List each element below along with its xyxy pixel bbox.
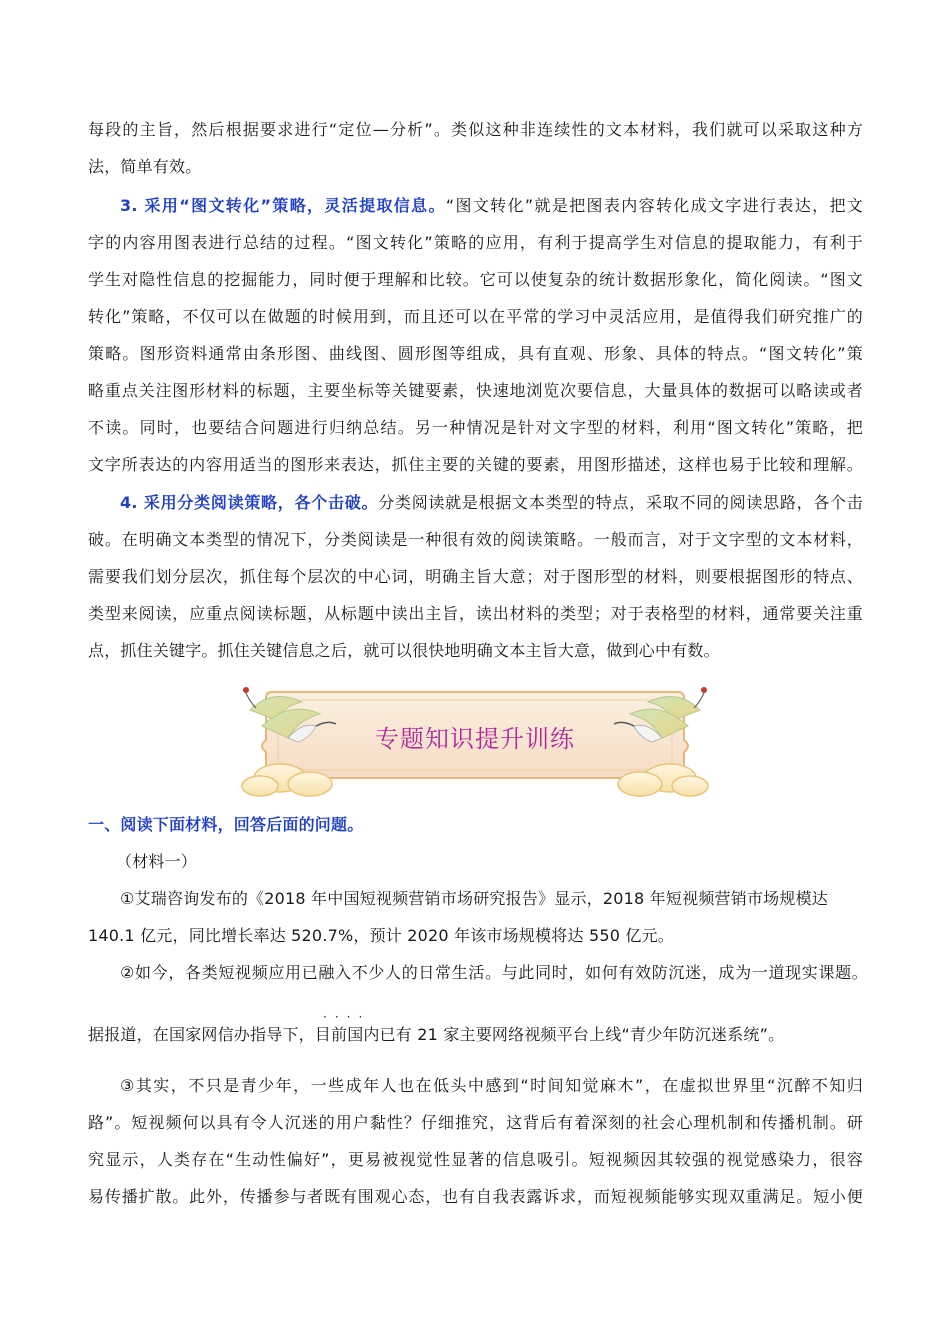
strategy-4-line (120, 493, 863, 513)
body-text-line: 不读。同时，也要结合问题进行归纳总结。另一种情况是针对文字型的材料，利用“图文转化”策略，把 (88, 418, 863, 437)
body-text-line: 策略。图形资料通常由条形图、曲线图、圆形图等组成，具有直观、形象、具体的特点。“图文转化”策 (88, 344, 863, 363)
body-text-line: 每段的主旨，然后根据要求进行“定位—分析”。类似这种非连续性的文本材料，我们就可以采取这种方 (88, 120, 863, 139)
body-text-line: 转化”策略，不仅可以在做题的时候用到，而且还可以在平常的学习中灵活应用，是值得我们研究推广的 (88, 307, 863, 326)
strategy-3-line (120, 196, 863, 216)
body-text-line: 需要我们划分层次，抓住每个层次的中心词，明确主旨大意；对于图形型的材料，则要根据图形的特点、 (88, 567, 863, 586)
material-text-line: 究显示，人类存在“生动性偏好”，更易被视觉性显著的信息吸引。短视频因其较强的视觉感染力，很容 (88, 1150, 863, 1169)
body-text-line: 破。在明确文本类型的情况下，分类阅读是一种很有效的阅读策略。一般而言，对于文字型的文本材料， (88, 530, 863, 549)
material-text-line: 140.1 亿元，同比增长率达 520.7%，预计 2020 年该市场规模将达 550 亿元。 (88, 926, 674, 945)
body-text-line: 类型来阅读，应重点阅读标题，从标题中读出主旨，读出材料的类型；对于表格型的材料，通常要关注重 (88, 604, 863, 623)
banner-title: 专题知识提升训练 (375, 725, 575, 753)
strategy-3-heading: 3. 采用“图文转化”策略，灵活提取信息。 (120, 196, 446, 215)
emphasis-dots: ···· (323, 1010, 371, 1024)
material-text-line: ②如今，各类短视频应用已融入不少人的日常生活。与此同时，如何有效防沉迷，成为一道现实课题。 (120, 963, 868, 982)
body-text-line: 略重点关注图形材料的标题，主要坐标等关键要素，快速地浏览次要信息，大量具体的数据可以略读或者 (88, 381, 863, 400)
section-banner (232, 680, 718, 800)
strategy-4-text: 分类阅读就是根据文本类型的特点，采取不同的阅读思路，各个击 (378, 493, 863, 512)
body-text-line: 点，抓住关键字。抓住关键信息之后，就可以很快地明确文本主旨大意，做到心中有数。 (88, 641, 720, 660)
body-text-line: 字的内容用图表进行总结的过程。“图文转化”策略的应用，有利于提高学生对信息的提取能力，有利于 (88, 233, 863, 252)
body-text-line: 学生对隐性信息的挖掘能力，同时便于理解和比较。它可以使复杂的统计数据形象化，简化阅读。“图文 (88, 270, 863, 289)
strategy-3-text: “图文转化”就是把图表内容转化成文字进行表达，把文 (445, 196, 863, 215)
material-text-line: 据报道，在国家网信办指导下，目前国内已有 21 家主要网络视频平台上线“青少年防沉迷系统”。 (88, 1025, 785, 1044)
material-text-line: ①艾瑞咨询发布的《2018 年中国短视频营销市场研究报告》显示，2018 年短视频营销市场规模达 (120, 889, 828, 908)
body-text-line: 法，简单有效。 (88, 157, 202, 176)
material-label: （材料一） (116, 852, 198, 871)
strategy-4-heading: 4. 采用分类阅读策略，各个击破。 (120, 493, 379, 512)
material-text-line: 路”。短视频何以具有令人沉迷的用户黏性？仔细推究，这背后有着深刻的社会心理机制和传播机制。研 (88, 1113, 863, 1132)
exercise-heading: 一、阅读下面材料，回答后面的问题。 (88, 815, 364, 834)
material-text-line: ③其实，不只是青少年，一些成年人也在低头中感到“时间知觉麻木”，在虚拟世界里“沉醉不知归 (120, 1076, 863, 1095)
body-text-line: 文字所表达的内容用适当的图形来表达，抓住主要的关键的要素，用图形描述，这样也易于比较和理解。 (88, 455, 863, 474)
material-text-line: 易传播扩散。此外，传播参与者既有围观心态，也有自我表露诉求，而短视频能够实现双重满足。短小便 (88, 1187, 863, 1206)
